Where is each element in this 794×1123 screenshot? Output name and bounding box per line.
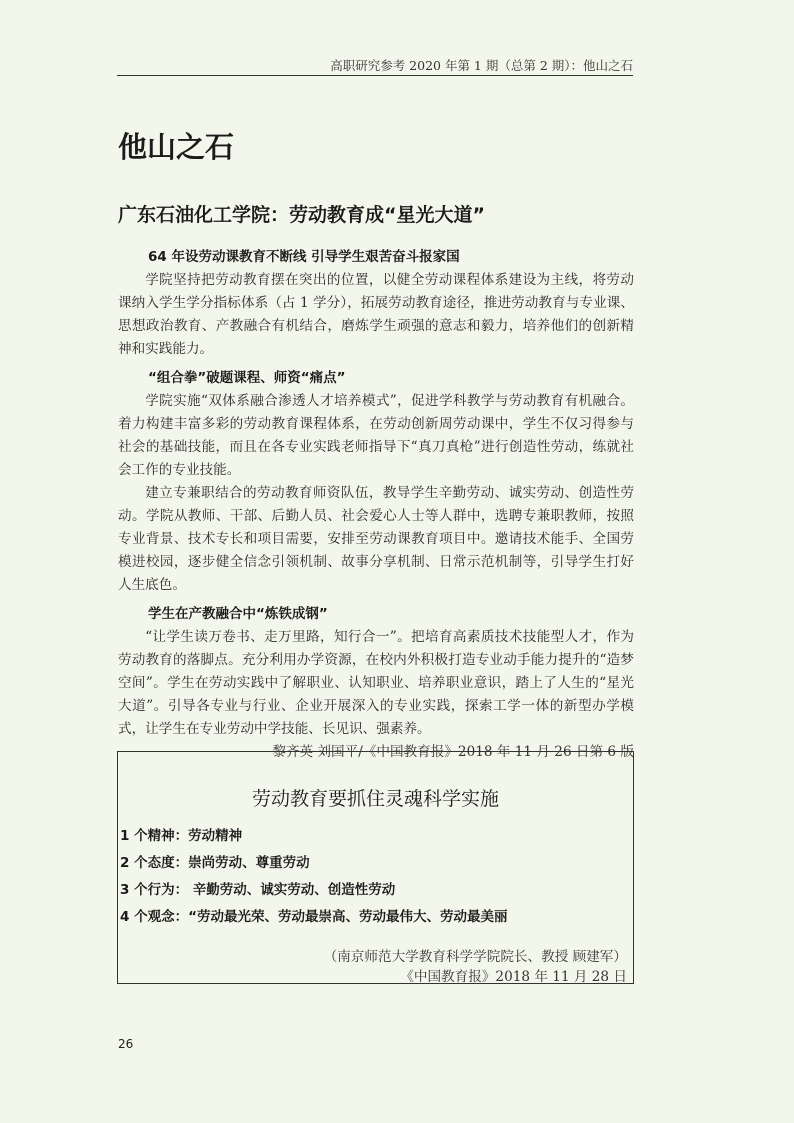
running-header: 高职研究参考 2020 年第 1 期（总第 2 期）：他山之石 [330, 58, 633, 73]
article-source: 黎齐英 刘国平/《中国教育报》2018 年 11 月 26 日第 6 版 [272, 744, 634, 760]
page-number: 26 [118, 1037, 134, 1051]
box-line-behavior: 3 个行为： 辛勤劳动、诚实劳动、创造性劳动 [120, 882, 396, 898]
article-title: 广东石油化工学院：劳动教育成“星光大道” [118, 204, 485, 226]
section-heading: 学生在产教融合中“炼铁成钢” [148, 606, 328, 622]
box-title: 劳动教育要抓住灵魂科学实施 [251, 788, 499, 810]
paragraph: “让学生读万卷书、走万里路，知行合一”。把培育高素质技术技能型人才，作为劳动教育的落脚点。充分利用办学资源，在校内外积极打造专业动手能力提升的“造梦空间”。学生在劳动实践中了解职业、认知职业、培养职业意识，踏上了人生的“星光大道”。引导各专业与行业、企业开展深入的专业实践，探索工学一体的新型办学模式，让学生在专业劳动中学技能、长见识、强素养。 [118, 629, 634, 737]
section-heading: 64 年设劳动课教育不断线 引导学生艰苦奋斗报家国 [148, 249, 460, 265]
box-line-spirit: 1 个精神：劳动精神 [120, 828, 243, 844]
box-attribution: （南京师范大学教育科学学院院长、教授 顾建军） [323, 949, 627, 965]
paragraph: 学院实施“双体系融合渗透人才培养模式”，促进学科教学与劳动教育有机融合。着力构建丰富多彩的劳动教育课程体系，在劳动创新周劳动课中，学生不仅习得参与社会的基础技能，而且在各专业实践老师指导下“真刀真枪”进行创造性劳动，练就社会工作的专业技能。 [118, 393, 634, 478]
box-line-attitude: 2 个态度：崇尚劳动、尊重劳动 [120, 855, 310, 871]
section-heading: “组合拳”破题课程、师资“痛点” [148, 370, 346, 386]
box-source: 《中国教育报》2018 年 11 月 28 日 [400, 969, 627, 985]
sidebar-box [117, 751, 634, 984]
box-line-concept: 4 个观念：“劳动最光荣、劳动最崇高、劳动最伟大、劳动最美丽 [120, 909, 508, 925]
paragraph: 学院坚持把劳动教育摆在突出的位置，以健全劳动课程体系建设为主线，将劳动课纳入学生学分指标体系（占 1 学分），拓展劳动教育途径，推进劳动教育与专业课、思想政治教育、产教融合有机结合，磨炼学生顽强的意志和毅力，培养他们的创新精神和实践能力。 [118, 272, 634, 357]
section-title: 他山之石 [118, 130, 235, 164]
paragraph: 建立专兼职结合的劳动教育师资队伍，教导学生辛勤劳动、诚实劳动、创造性劳动。学院从教师、干部、后勤人员、社会爱心人士等人群中，选聘专兼职教师，按照专业背景、技术专长和项目需要，安排至劳动课教育项目中。邀请技术能手、全国劳模进校园，逐步健全信念引领机制、故事分享机制、日常示范机制等，引导学生打好人生底色。 [118, 485, 634, 593]
header-divider [117, 75, 633, 76]
article-body [118, 243, 634, 764]
